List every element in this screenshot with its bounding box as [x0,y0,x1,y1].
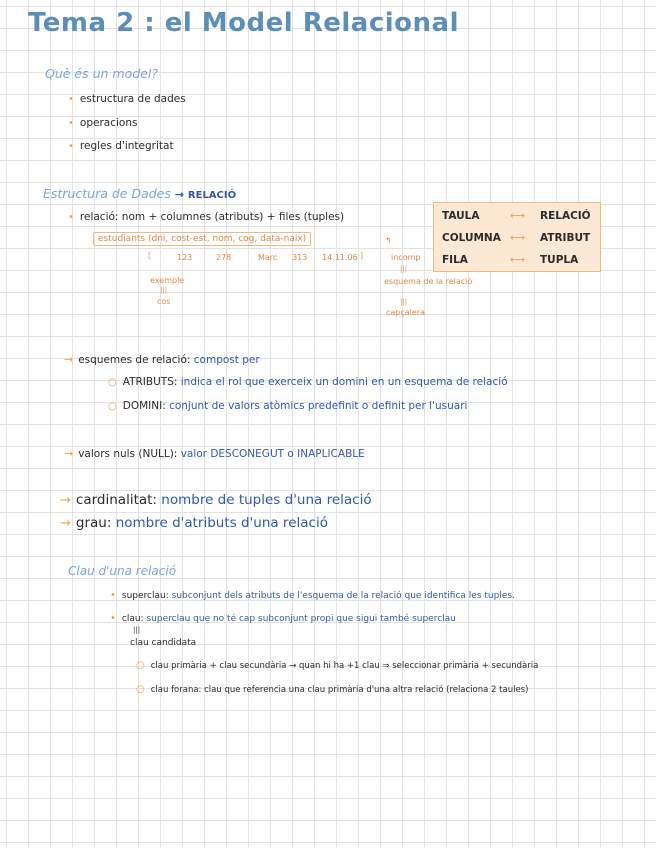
bullet-icon: ○ [136,684,145,695]
section-heading-estructura [43,186,236,201]
esquemes-line [64,353,260,366]
example-note: incomp [391,253,421,262]
terminology-table [433,202,601,272]
table-row [442,254,596,266]
table-row [442,232,596,244]
term-label: grau: [75,515,112,531]
relacio-text: relació: nom + columnes (atributs) + files (tuples) [79,211,345,223]
bullet-icon: ○ [136,660,145,671]
example-relation: estudiants (dni, cost-est, nom, cog, data-naix) [93,232,311,246]
bracket-icon: [ [148,251,152,260]
list-item [110,613,456,624]
page-title: Tema 2 : el Model Relacional [28,8,460,38]
term-value: valor DESCONEGUT o INAPLICABLE [180,448,365,460]
section-heading-clau: Clau d'una relació [68,564,177,578]
list-item [68,93,186,105]
header-label: capçalera [386,308,426,317]
section-heading-model: Què és un model? [45,66,158,81]
table-cell-right: ATRIBUT [540,232,591,244]
list-item-text: clau primària + clau secundària → quan hi ha +1 clau ⇒ seleccionar primària + secundària [150,661,539,671]
table-cell-left: TAULA [442,210,480,222]
arrow-icon: → [60,516,71,531]
list-item [110,590,515,601]
candidata-label: clau candidata [130,638,197,648]
list-item [68,140,174,152]
list-item [136,684,528,695]
equiv-mark: ||| [400,298,408,306]
term-label: clau: [121,614,144,624]
arrow-icon: → [60,493,71,508]
arrow-icon: → [174,188,188,201]
example-label: exemple [150,276,185,285]
term-label: ATRIBUTS: [122,376,178,388]
term-value: superclau que no té cap subconjunt propi que sigui també superclau [146,614,456,624]
term-value: subconjunt dels atributs de l'esquema de la relació que identifica les tuples. [171,591,515,601]
arrow-icon: ⟷ [510,210,526,222]
table-cell-left: COLUMNA [442,232,501,244]
term-label: cardinalitat: [75,492,157,508]
example-value: 278 [216,253,232,262]
term-label: superclau: [121,591,169,601]
term-value: indica el rol que exerceix un domini en un esquema de relació [180,376,508,388]
nuls-line [64,447,365,460]
term-label: DOMINI: [122,400,166,412]
list-item [108,376,508,388]
arrow-icon: → [64,353,74,366]
term-label: valors nuls (NULL): [78,448,178,460]
list-item-text: estructura de dades [79,93,186,105]
bracket-icon: ↰ [385,236,392,245]
list-item [108,400,467,412]
list-item-text: clau forana: clau que referencia una clau primària d'una altra relació (relaciona 2 taules) [150,685,529,695]
example-value: Marc [258,253,278,262]
term-value: conjunt de valors atòmics predefinit o definit per l'usuari [169,400,468,412]
bullet-icon: ○ [108,401,117,412]
equiv-mark: ||| [400,265,408,273]
table-row [442,210,596,222]
arrow-icon: → [64,447,74,460]
equiv-mark: ||| [160,286,168,294]
bullet-icon: • [68,141,74,152]
term-label: esquemes de relació: [78,354,191,366]
bullet-icon: ○ [108,377,117,388]
grau-line [60,515,328,531]
cardinalitat-line [60,492,372,508]
term-value: nombre de tuples d'una relació [161,492,372,508]
arrow-target: RELACIÓ [187,190,237,201]
arrow-icon: ⟷ [510,254,526,266]
example-value: 123 [177,253,193,262]
arrow-icon: ⟷ [510,232,526,244]
table-cell-right: RELACIÓ [540,210,591,222]
term-value: nombre d'atributs d'una relació [115,515,328,531]
bullet-icon: • [68,94,74,105]
schema-label: esquema de la relació [384,277,473,286]
heading-text: Estructura de Dades [43,186,171,201]
list-item-text: regles d'integritat [79,140,174,152]
list-item [136,660,538,671]
list-item-text: operacions [79,117,138,129]
example-sub: cos [157,297,171,306]
table-cell-left: FILA [442,254,468,266]
bracket-icon: ] [360,251,364,260]
example-value: 14.11.06 [322,253,358,262]
example-value: 313 [292,253,308,262]
bullet-icon: • [110,590,116,601]
bullet-icon: • [68,212,74,223]
relacio-definition [68,211,344,223]
list-item [68,117,137,129]
table-cell-right: TUPLA [540,254,579,266]
bullet-icon: • [110,613,116,624]
bullet-icon: • [68,118,74,129]
term-value: compost per [193,354,260,366]
equiv-mark: ||| [133,626,141,634]
